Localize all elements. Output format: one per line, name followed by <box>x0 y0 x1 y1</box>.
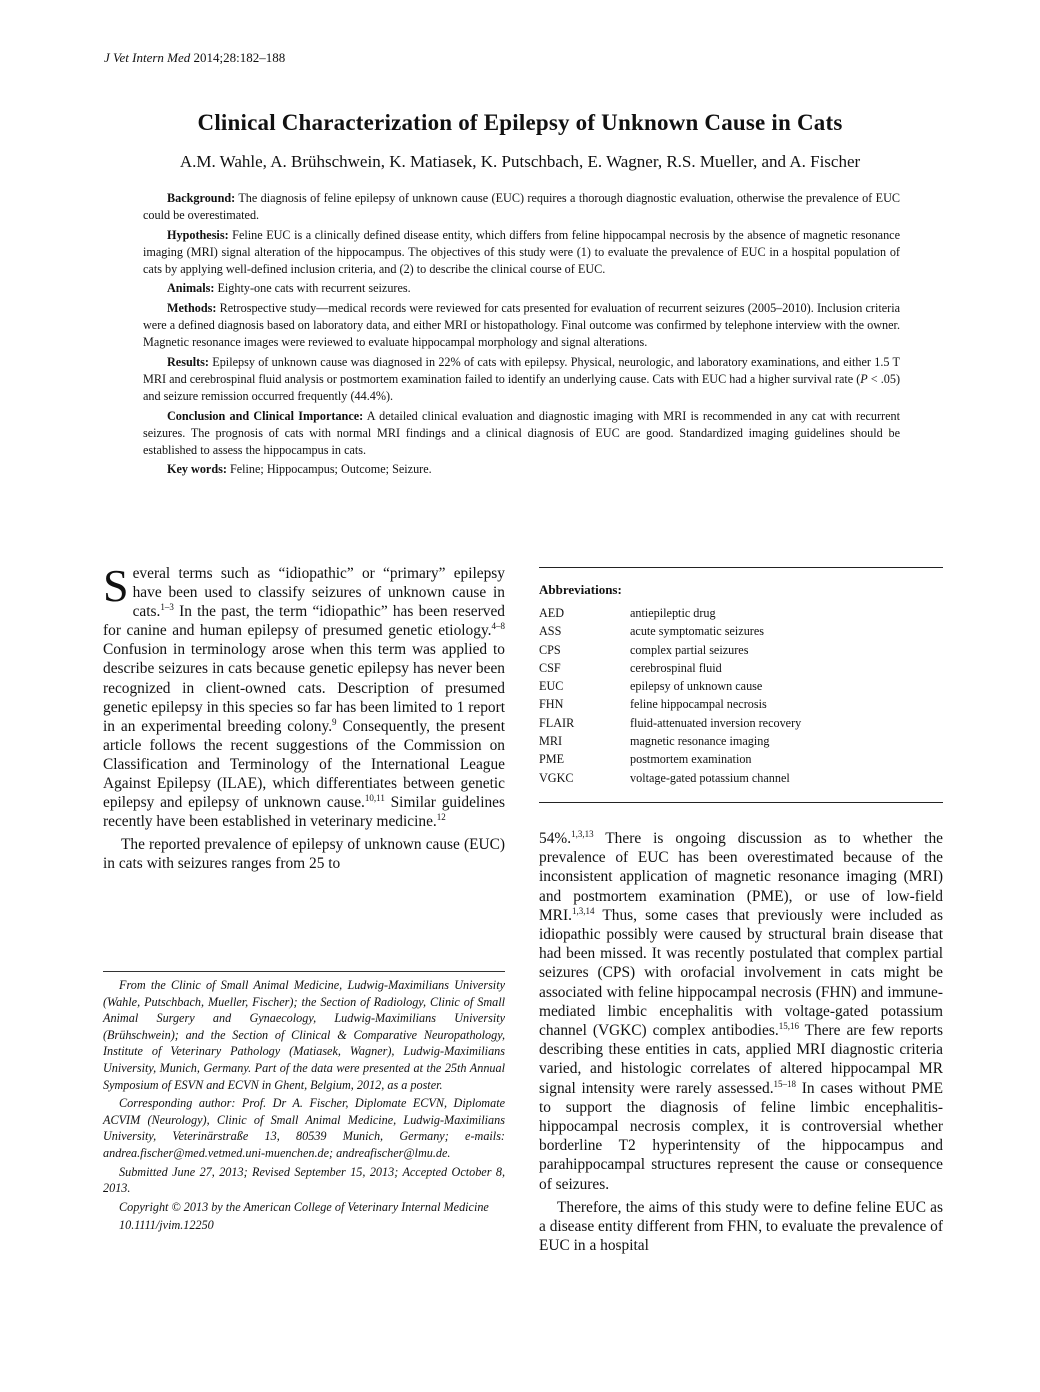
journal-citation <box>104 50 285 66</box>
abbreviation-definition: feline hippocampal necrosis <box>630 697 767 712</box>
citation-superscript: 4–8 <box>491 621 505 632</box>
abbreviation-definition: voltage-gated potassium channel <box>630 770 790 785</box>
citation-superscript: 12 <box>436 812 446 823</box>
abbreviation-definition: magnetic resonance imaging <box>630 734 770 749</box>
abbreviation-row <box>539 734 801 752</box>
abbreviation-term: PME <box>539 752 565 767</box>
article-title: Clinical Characterization of Epilepsy of Unknown Cause in Cats <box>197 110 843 135</box>
intro-text-d: Consequently, the present article follows the recent suggestions of the Commission on Classification and Terminology of the International League Against Epilepsy (ILAE), which differentiates between genetic epilepsy and epilepsy of unknown cause. <box>103 717 505 812</box>
abbreviation-row <box>539 661 801 679</box>
citation-superscript: 15–18 <box>773 1078 797 1089</box>
citation-superscript: 1,3,13 <box>571 829 594 839</box>
methods-label: Methods: <box>167 300 217 315</box>
continued-text-b: There is ongoing discussion as to whether the prevalence of EUC has been overestimated because of the inconsistent application of magnetic resonance imaging (MRI) and postmortem examination (PME), or use of low-field MRI. <box>539 830 943 924</box>
intro-text-b: In the past, the term “idiopathic” has been reserved for canine and human epilepsy of presumed genetic etiology. <box>103 603 505 640</box>
results-p-symbol: P <box>860 371 868 386</box>
abstract-background <box>143 190 900 225</box>
abbreviation-row <box>539 771 801 789</box>
abstract-methods <box>143 300 900 352</box>
abbreviation-term: FLAIR <box>539 715 575 730</box>
footnote-dates: Submitted June 27, 2013; Revised September 15, 2013; Accepted October 8, 2013. <box>103 1164 505 1196</box>
journal-name: J Vet Intern Med <box>104 50 191 65</box>
results-text-a: Epilepsy of unknown cause was diagnosed in 22% of cats with epilepsy. Physical, neurologic, and laboratory examinations, and either 1.5 T MRI and cerebrospinal fluid analysis or postmortem examination failed to identify an underlying cause. Cats with EUC had a higher survival rate ( <box>143 354 900 386</box>
methods-text: Retrospective study—medical records were reviewed for cats presented for evaluation of recurrent seizures (2005–2010). Inclusion criteria were a defined diagnosis based on laboratory data, and either MRI or histopathology. Final outcome was confirmed by telephone interview with the owner. Magnetic resonance images were reviewed to evaluate hippocampal morphology and signal alterations. <box>143 300 900 350</box>
footnote-doi: 10.1111/jvim.12250 <box>119 1218 214 1233</box>
continued-text-e: In cases without PME to support the diagnosis of feline limbic encephalitis-hippocampal necrosis complex, it is controversial whether borderline T2 hyperintensity of the hippocampus and parahippocampal structures represent the cause or consequence of seizures. <box>539 1079 943 1193</box>
animals-text: Eighty-one cats with recurrent seizures. <box>214 281 411 296</box>
abbreviation-row <box>539 679 801 697</box>
citation-superscript: 10,11 <box>364 793 385 804</box>
abbreviation-row <box>539 697 801 715</box>
abbreviation-definition: acute symptomatic seizures <box>630 624 765 639</box>
abbreviation-definition: cerebrospinal fluid <box>630 660 722 675</box>
citation-superscript: 1,3,14 <box>571 905 595 916</box>
footnote-affiliation: From the Clinic of Small Animal Medicine, Ludwig-Maximilians University (Wahle, Putschbach, Mueller, Fischer); the Section of Radiology, Clinic of Small Animal Surgery and Gynaecology, Ludwig-Maximilians University (Brühschwein); and the Section of Clinical & Comparative Neuropathology, Institute of Veterinary Pathology (Matiasek, Wagner), Ludwig-Maximilians University, Munich, Germany. Part of the data were presented at the 25th Annual Symposium of ESVN and ECVN in Ghent, Belgium, 2012, as a poster. <box>103 978 505 1092</box>
abbreviation-row <box>539 606 801 624</box>
animals-label: Animals: <box>167 281 215 296</box>
abbreviation-definition: complex partial seizures <box>630 642 749 657</box>
continued-text-c: Thus, some cases that previously were included as idiopathic possibly were caused by structural brain disease that had been missed. It was recently postulated that complex partial seizures (CPS) with orofacial involvement in cats might be associated with feline hippocampal necrosis (FHN) and immune-mediated limbic encephalitis with voltage-gated potassium channel (VGKC) complex antibodies. <box>539 906 943 1040</box>
abbreviations-box <box>539 567 943 803</box>
results-label: Results: <box>167 354 209 369</box>
continued-text-d: There are few reports describing these entities in cats, applied MRI diagnostic criteria varied, and histologic correlates of altered hippocampal MR signal intensity were rarely assessed. <box>539 1022 943 1097</box>
intro-paragraph-1 <box>103 560 505 831</box>
abbreviation-term: CPS <box>539 642 561 657</box>
abbreviations-table <box>539 606 801 789</box>
abbreviation-term: CSF <box>539 660 561 675</box>
abbreviation-definition: postmortem examination <box>630 752 752 767</box>
abbreviation-definition: epilepsy of unknown cause <box>630 679 763 694</box>
abstract <box>143 190 900 481</box>
abbreviation-term: FHN <box>539 697 564 712</box>
abbreviation-row <box>539 624 801 642</box>
abbreviation-row <box>539 716 801 734</box>
abbreviation-term: EUC <box>539 679 564 694</box>
abbreviations-title: Abbreviations: <box>539 582 622 597</box>
conclusion-text: A detailed clinical evaluation and diagnostic imaging with MRI is recommended in any cat with recurrent seizures. The prognosis of cats with normal MRI findings and a clinical diagnosis of EUC are good. Standardized imaging guidelines should be established to assess the hippocampus in cats. <box>143 408 900 458</box>
hypothesis-label: Hypothesis: <box>167 227 229 242</box>
keywords-text: Feline; Hippocampus; Outcome; Seizure. <box>226 462 432 477</box>
abstract-keywords <box>143 461 900 478</box>
background-text: The diagnosis of feline epilepsy of unknown cause (EUC) requires a thorough diagnostic evaluation, otherwise the prevalence of EUC could be overestimated. <box>143 191 900 223</box>
citation-superscript: 15,16 <box>778 1021 799 1032</box>
abstract-conclusion <box>143 408 900 460</box>
footnote-divider <box>103 971 505 972</box>
intro-text-e: Similar guidelines recently have been established in veterinary medicine. <box>103 794 505 831</box>
abstract-animals <box>143 280 900 297</box>
author-list: A.M. Wahle, A. Brühschwein, K. Matiasek, K. Putschbach, E. Wagner, R.S. Mueller, and A. Fischer <box>179 152 861 171</box>
background-label: Background: <box>167 191 236 205</box>
abbreviation-row <box>539 643 801 661</box>
footnote-corresponding-author: Corresponding author: Prof. Dr A. Fischer, Diplomate ECVN, Diplomate ACVIM (Neurology), Clinic of Small Animal Medicine, Ludwig-Maximilians University, Veterinärstraße 13, 80539 Munich, Germany; e-mails: andrea.fischer@med.vetmed.uni-muenchen.de; andreafischer@lmu.de. <box>103 1096 505 1160</box>
drop-cap: S <box>103 560 129 611</box>
results-text-b: < .05) and seizure remission occurred frequently (44.4%). <box>143 371 901 404</box>
footnotes <box>103 977 505 1236</box>
keywords-label: Key words: <box>167 462 227 477</box>
aims-paragraph: Therefore, the aims of this study were to define feline EUC as a disease entity different from FHN, to evaluate the prevalence of EUC in a hospital <box>539 1198 943 1255</box>
right-column-body <box>539 829 943 1255</box>
conclusion-label: Conclusion and Clinical Importance: <box>167 408 364 423</box>
abbreviation-row <box>539 752 801 770</box>
abstract-hypothesis <box>143 227 900 279</box>
abbreviation-term: MRI <box>539 734 563 749</box>
continued-text-a: 54%. <box>539 830 572 847</box>
intro-text-c: Confusion in terminology arose when this term was applied to describe seizures in cats because genetic epilepsy has never been recognized in client-owned cats. Description of presumed genetic epilepsy in this species so far has been limited to 1 report in an experimental breeding colony. <box>103 641 505 735</box>
hypothesis-text: Feline EUC is a clinically defined disease entity, which differs from feline hippocampal necrosis by the absence of magnetic resonance imaging (MRI) signal alteration of the hippocampus. The objectives of this study were (1) to evaluate the prevalence of EUC in a hospital population of cats by applying well-defined inclusion criteria, and (2) to describe the clinical course of EUC. <box>143 227 900 277</box>
abbreviation-term: ASS <box>539 624 562 639</box>
intro-paragraph-2: The reported prevalence of epilepsy of unknown cause (EUC) in cats with seizures ranges from 25 to <box>103 836 505 873</box>
footnote-copyright: Copyright © 2013 by the American College of Veterinary Internal Medicine <box>119 1199 489 1214</box>
abbreviation-definition: antiepileptic drug <box>630 606 716 620</box>
intro-text-a: everal terms such as “idiopathic” or “primary” epilepsy have been used to classify seizures of unknown cause in cats. <box>132 565 505 621</box>
journal-volume: 2014;28:182–188 <box>190 50 286 65</box>
left-column-body <box>103 560 505 874</box>
citation-superscript: 1–3 <box>160 602 174 613</box>
citation-superscript: 9 <box>332 716 337 727</box>
continued-paragraph <box>539 829 943 1194</box>
abbreviation-term: AED <box>539 606 565 620</box>
abbreviation-term: VGKC <box>539 770 574 785</box>
abbreviation-definition: fluid-attenuated inversion recovery <box>630 715 802 730</box>
abstract-results <box>143 354 900 406</box>
